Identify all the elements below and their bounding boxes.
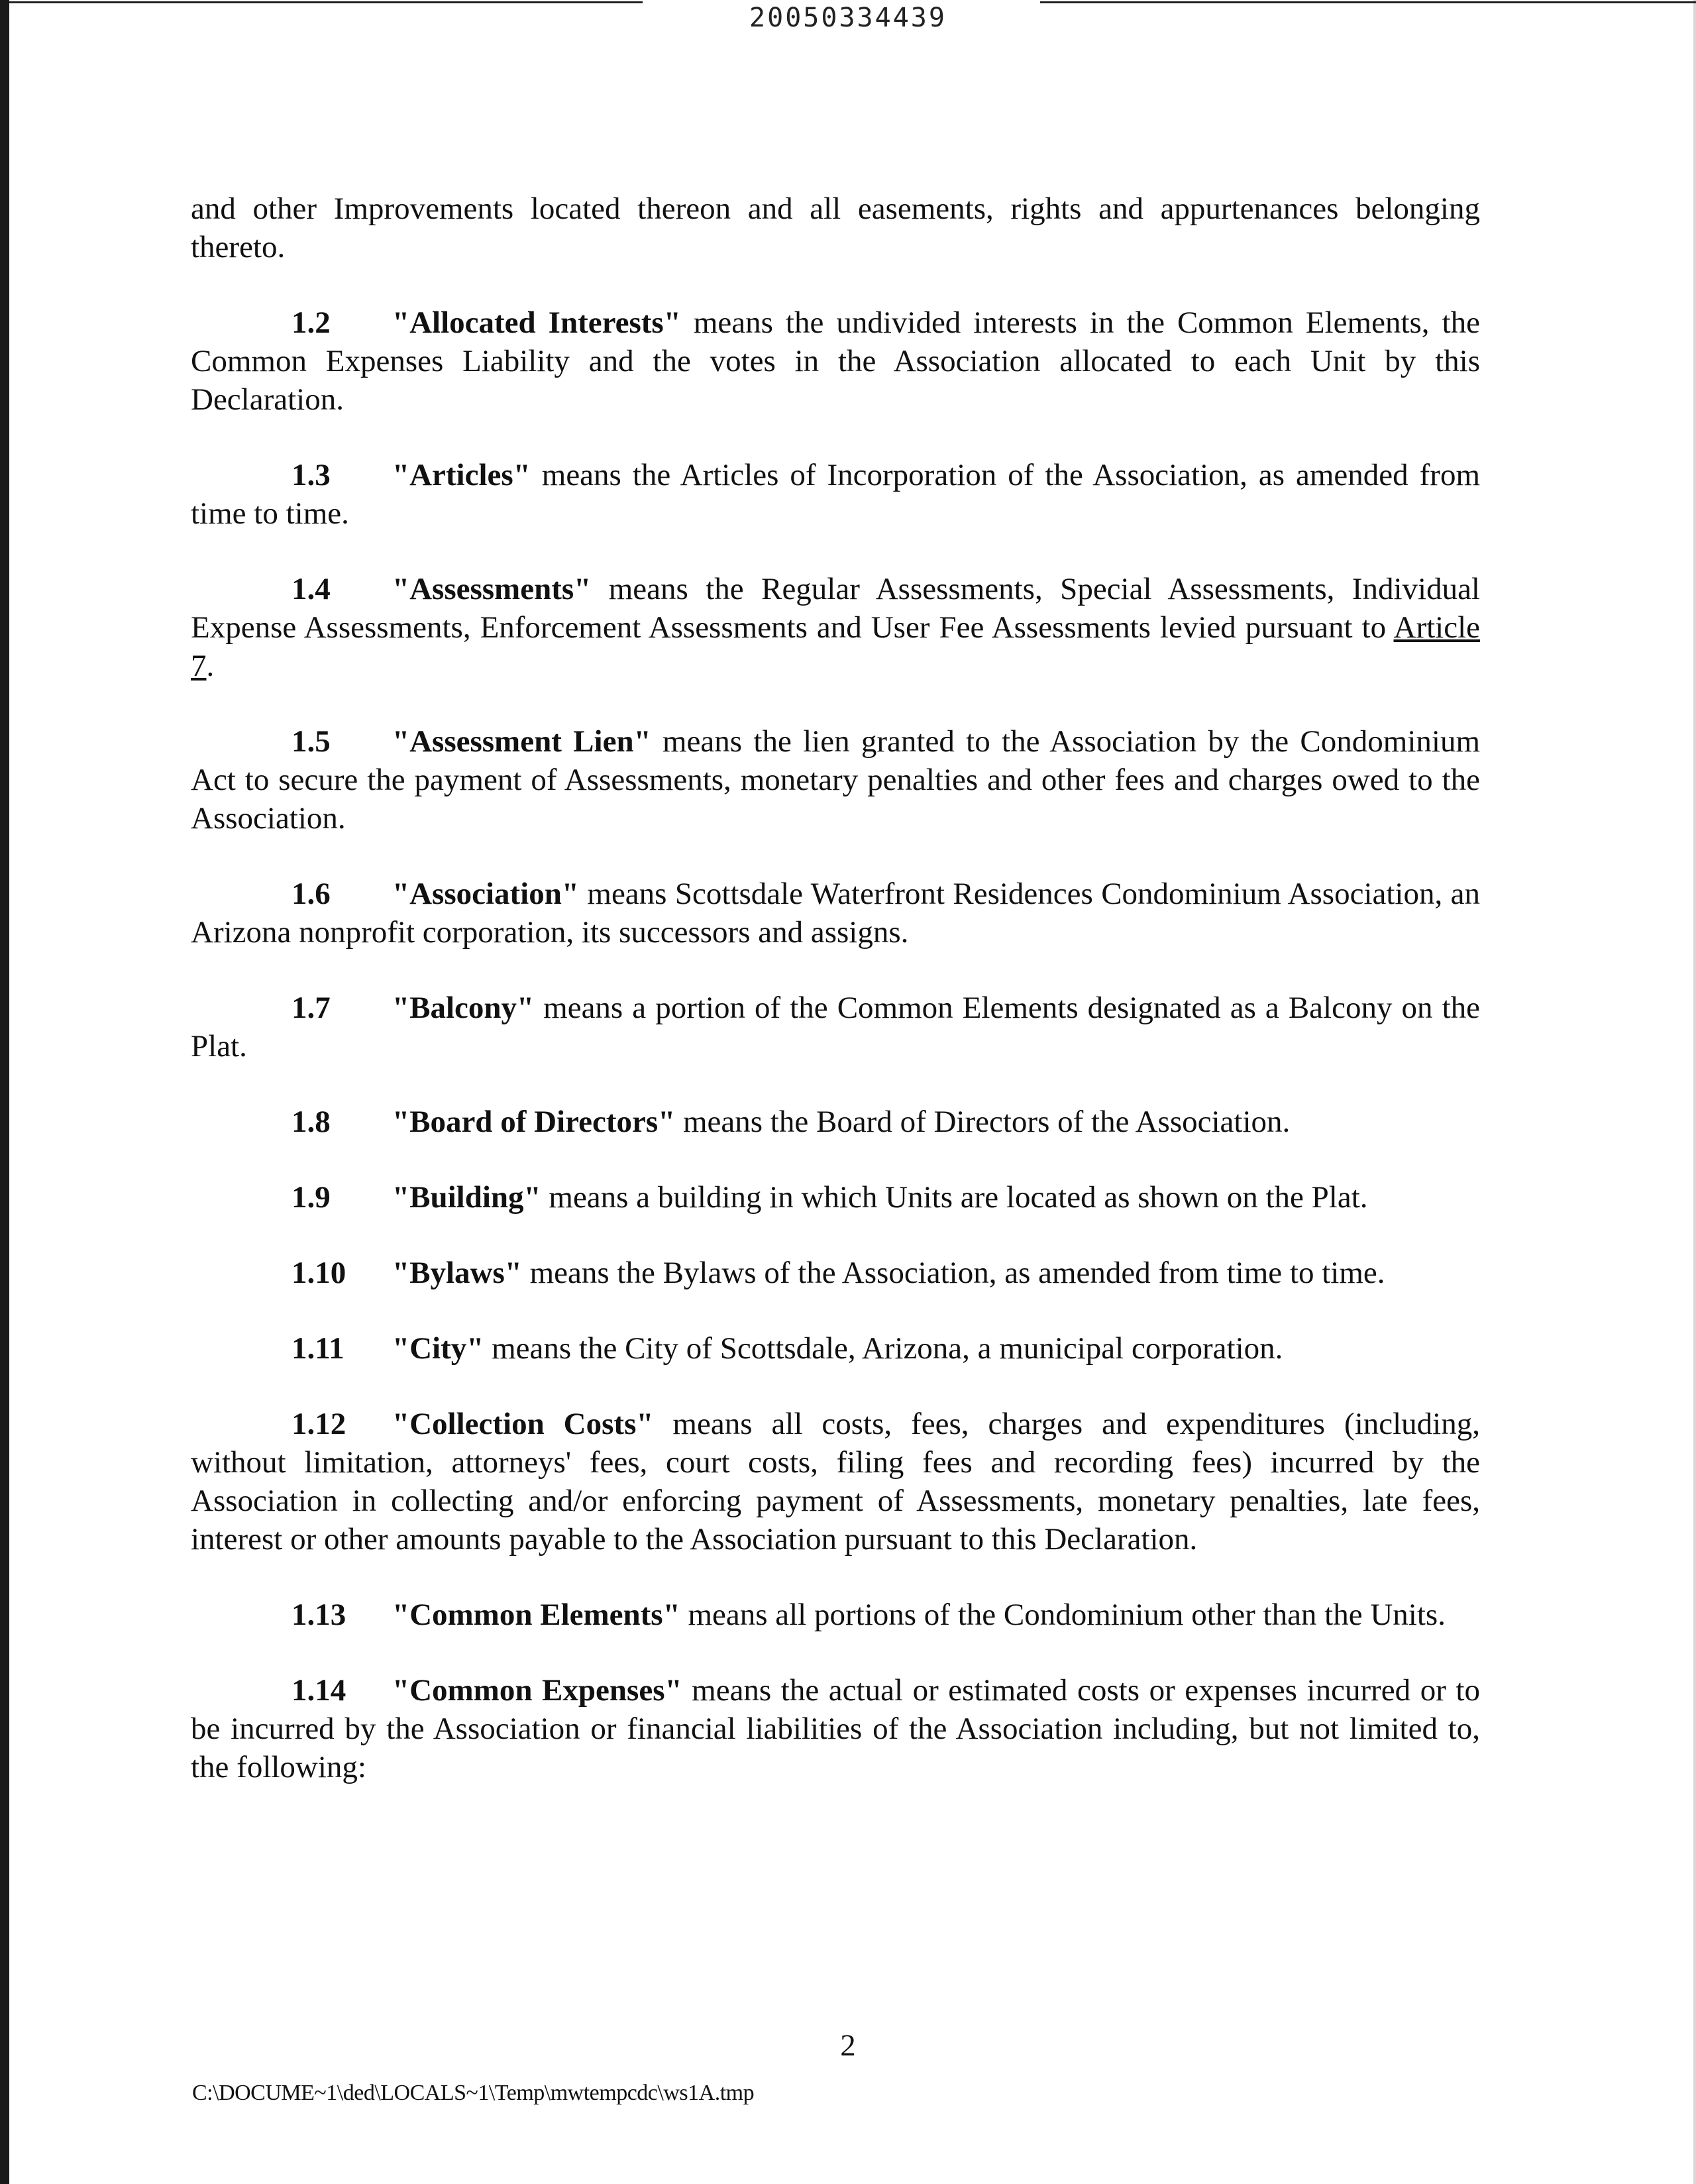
definition-1-13 bbox=[191, 1596, 1480, 1634]
definition-text: means the Board of Directors of the Association. bbox=[675, 1105, 1291, 1139]
article-reference: Article 7 bbox=[191, 610, 1480, 683]
defined-term: "Assessment Lien" bbox=[392, 724, 651, 759]
definition-1-9 bbox=[191, 1178, 1480, 1217]
definition-text: means the Bylaws of the Association, as amended from time to time. bbox=[521, 1256, 1385, 1290]
section-number: 1.6 bbox=[292, 877, 331, 911]
section-number: 1.12 bbox=[292, 1407, 346, 1441]
definition-text: means the Articles of Incorporation of the Association, as amended from time to time. bbox=[191, 458, 1480, 531]
definition-1-8 bbox=[191, 1103, 1480, 1141]
definition-1-11 bbox=[191, 1329, 1480, 1368]
section-number: 1.5 bbox=[292, 724, 331, 759]
section-number: 1.10 bbox=[292, 1256, 346, 1290]
defined-term: "Articles" bbox=[392, 458, 531, 492]
continuation-paragraph: and other Improvements located thereon and all easements, rights and appurtenances belonging thereto. bbox=[191, 191, 1480, 264]
definition-1-10 bbox=[191, 1254, 1480, 1292]
defined-term: "Bylaws" bbox=[392, 1256, 522, 1290]
defined-term: "Allocated Interests" bbox=[392, 305, 681, 340]
definition-tail: . bbox=[206, 649, 215, 683]
defined-term: "Common Expenses" bbox=[392, 1673, 682, 1708]
defined-term: "Assessments" bbox=[392, 572, 592, 606]
definition-text: means the City of Scottsdale, Arizona, a municipal corporation. bbox=[484, 1331, 1283, 1366]
section-number: 1.2 bbox=[292, 305, 331, 340]
defined-term: "Collection Costs" bbox=[392, 1407, 654, 1441]
definition-text: means a portion of the Common Elements designated as a Balcony on the Plat. bbox=[191, 991, 1480, 1064]
defined-term: "Balcony" bbox=[392, 991, 535, 1025]
definition-text: means all portions of the Condominium other than the Units. bbox=[680, 1598, 1446, 1632]
definition-text: means a building in which Units are located as shown on the Plat. bbox=[541, 1180, 1368, 1215]
footer-file-path: C:\DOCUME~1\ded\LOCALS~1\Temp\mwtempcdc\ws1A.tmp bbox=[192, 2081, 755, 2105]
defined-term: "City" bbox=[392, 1331, 484, 1366]
definition-1-7 bbox=[191, 989, 1480, 1065]
definition-1-3 bbox=[191, 456, 1480, 533]
definition-1-2 bbox=[191, 303, 1480, 419]
definition-1-6 bbox=[191, 875, 1480, 952]
definition-1-12 bbox=[191, 1405, 1480, 1558]
scan-edge-left bbox=[0, 0, 9, 2184]
definition-text: means Scottsdale Waterfront Residences Condominium Association, an Arizona nonprofit corporation, its successors and assigns. bbox=[191, 877, 1480, 950]
section-number: 1.4 bbox=[292, 572, 331, 606]
definition-text: means the undivided interests in the Common Elements, the Common Expenses Liability and the votes in the Association allocated to each Unit by this Declaration. bbox=[191, 305, 1480, 417]
defined-term: "Common Elements" bbox=[392, 1598, 680, 1632]
defined-term: "Board of Directors" bbox=[392, 1105, 676, 1139]
section-number: 1.8 bbox=[292, 1105, 331, 1139]
document-number: 20050334439 bbox=[749, 3, 947, 33]
section-number: 1.3 bbox=[292, 458, 331, 492]
section-number: 1.13 bbox=[292, 1598, 346, 1632]
document-body bbox=[191, 190, 1480, 1786]
defined-term: "Association" bbox=[392, 877, 579, 911]
page-number: 2 bbox=[840, 2028, 856, 2063]
section-number: 1.11 bbox=[292, 1331, 344, 1366]
defined-term: "Building" bbox=[392, 1180, 541, 1215]
section-number: 1.9 bbox=[292, 1180, 331, 1215]
definition-text: means the lien granted to the Association by the Condominium Act to secure the payment of Assessments, monetary penalties and other fees and charges owed to the Association. bbox=[191, 724, 1480, 836]
definition-1-5 bbox=[191, 722, 1480, 838]
section-number: 1.7 bbox=[292, 991, 331, 1025]
definition-text: means the Regular Assessments, Special Assessments, Individual Expense Assessments, Enforcement Assessments and User Fee Assessments levied pursuant to bbox=[191, 572, 1480, 645]
definition-1-14 bbox=[191, 1671, 1480, 1786]
definition-1-4 bbox=[191, 570, 1480, 685]
scan-edge-right bbox=[1693, 0, 1696, 2184]
definition-text: means all costs, fees, charges and expenditures (including, without limitation, attorneys' fees, court costs, filing fees and recording fees) incurred by the Association in collecting and/or enforcing payment of Assessments, monetary penalties, late fees, interest or other amounts payable to the Association pursuant to this Declaration. bbox=[191, 1407, 1480, 1556]
definition-text: means the actual or estimated costs or expenses incurred or to be incurred by the Association or financial liabilities of the Association including, but not limited to, the following: bbox=[191, 1673, 1480, 1784]
section-number: 1.14 bbox=[292, 1673, 346, 1708]
